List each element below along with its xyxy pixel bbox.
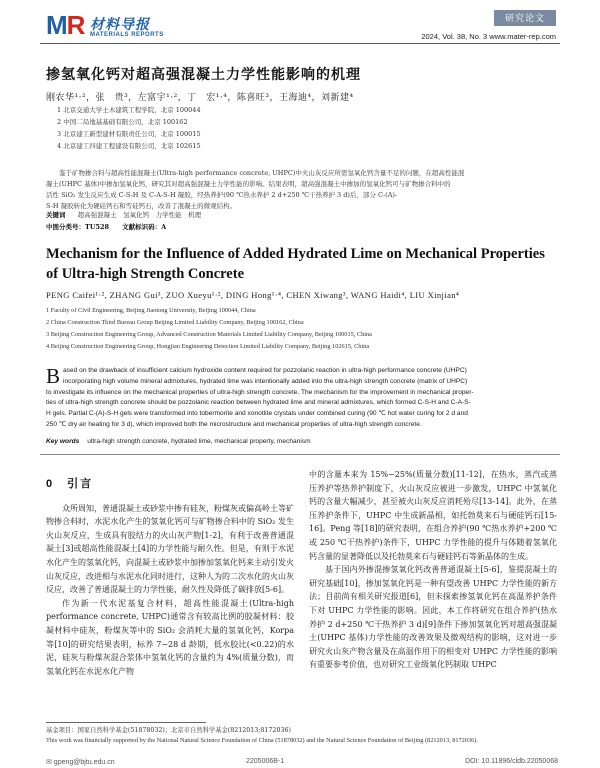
introduction-heading: 0 引言 <box>46 478 94 490</box>
english-abstract-line: H gels. Partial C-(A)-S-H gels were transformed into tobermorite and xonotlite crystals under combined curing (90 ℃ hot water curing for 2 d and <box>46 410 468 418</box>
issue-info: 2024, Vol. 38, No. 3 www.mater-rep.com <box>421 32 556 41</box>
abstract-dropcap: B <box>46 364 61 388</box>
logo-english-name: MATERIALS REPORTS <box>90 32 164 38</box>
corresponding-email-link[interactable]: ✉ gpeng@bjtu.edu.cn <box>46 759 115 766</box>
funding-en: This work was financially supported by the National Natural Science Foundation of China (51878032) and the Natural Science Foundation of Beijing (8212013, 8172036). <box>46 736 478 744</box>
chinese-keywords <box>46 210 201 219</box>
chinese-affiliations <box>57 104 201 152</box>
english-abstract-line: incorporating high volume mineral admixtures, hydrated lime was intentionally added into the ultra-high strength concrete (matrix of UHPC) <box>63 377 468 385</box>
section-divider <box>40 454 560 455</box>
chinese-abstract-line: 活性 SiO₂ 发生反应生成 C-S-H 及 C-A-S-H 凝胶，经热养护(90 ℃热水养护 2 d+250 ℃干热养护 3 d)后，部分 C-(A)- <box>46 191 398 199</box>
chinese-abstract-line: S-H 凝胶转化为硬硅钙石和雪硅钙石，改善了混凝土的微观结构。 <box>46 202 237 210</box>
body-paragraph: 众所周知，普通混凝土或砂浆中掺有硅灰，粉煤灰或偏高岭土等矿物掺合料时，水泥水化产生的氢氧化钙可与矿物掺合料中的 SiO₂ 发生火山灰反应，生成具有胶结力的火山灰产物[1-2]，有利于改善普通混凝土[3]或超高性能混凝土[4]的力学性能与耐久性。但是，有则于水泥水化产生的氢氧化钙，向混凝土或砂浆中加掺加氢氧化钙来主动引发火山灰反应，改进相与水泥水化同时进行，这种人为的二次水化的火山灰反应，改善了普通混凝土的力学性能，耐久性及降低了碳排放[5-6]。 <box>46 503 294 595</box>
english-authors: PENG Caifei¹·², ZHANG Gui³, ZUO Xueyu¹·², DING Hong¹·⁴, CHEN Xiwang³, WANG Haidi⁴, LIU Xinjian⁴ <box>46 290 460 300</box>
english-affiliation: 1 Faculty of Civil Engineering, Beijing Jiaotong University, Beijing 100044, China <box>46 307 256 314</box>
english-abstract-line: 250 ℃ dry air heating for 3 d), which improved both the microstructure and mechanical properties of ultra-high strength concrete. <box>46 420 422 428</box>
english-title: Mechanism for the Influence of Added Hydrated Lime on Mechanical Properties of Ultra-high Strength Concrete <box>46 246 545 282</box>
body-paragraph: 中的含量本来为 15%~25%(质量分数)[11-12]，在热水，蒸汽或蒸压养护等热养护制度下，火山灰反应被进一步激发，UHPC 中氢氧化钙的含量大幅减少，甚至被火山灰反应消耗殆尽[13-14]。此外，在蒸压养护条件下，UHPC 中生成新晶相，如托勃莫来石与硬硅钙石[15-16]。Peng 等[18]的研究表明，在组合养护(90 ℃热水养护+200 ℃或 250 ℃干热养护)条件下，UHPC 力学性能的提升与体随着氢氧化钙含量的显著降低以及托勃莫来石与硬硅钙石等新晶体的生成。 <box>309 470 557 561</box>
chinese-abstract <box>46 168 556 212</box>
english-abstract-line: ties of ultra-high strength concrete should be pozzolanic reaction between hydrated lime and mineral admixtures, which formed C-S-H and C-A-S- <box>46 399 471 407</box>
body-column-left <box>46 468 294 678</box>
logo-mark <box>46 10 84 41</box>
chinese-affiliation: 2 中国二局地基基础有限公司，北京 100162 <box>57 118 188 126</box>
footnote-divider <box>46 722 206 723</box>
english-keywords <box>46 438 311 445</box>
chinese-abstract-line: 鉴于矿物掺合料与超高性能混凝土(Ultra-high performance concrete, UHPC)中火山灰反应所需氢氧化钙含量不足的问题，在超高性能混 <box>46 169 465 177</box>
logo-mark-r: R <box>66 10 85 40</box>
classification-code: 中图分类号：TU528 文献标识码：A <box>46 223 167 231</box>
body-column-right <box>309 468 557 672</box>
english-keywords-label: Key words <box>46 438 80 445</box>
section-tag: 研究论文 <box>494 10 556 26</box>
logo-mark-m: M <box>46 10 67 40</box>
english-affiliations <box>46 305 372 353</box>
funding-cn: 基金项目：国家自然科学基金(51878032)；北京市自然科学基金(8212013;8172036) <box>46 727 291 734</box>
english-abstract <box>46 366 558 431</box>
chinese-keywords-text: 超高强混凝土 氢氧化钙 力学性能 机理 <box>77 211 202 219</box>
header-divider <box>40 43 560 44</box>
english-affiliation: 2 China Construction Third Bureau Group Beijing Limited Liability Company, Beijing 100162, China <box>46 319 304 326</box>
english-abstract-line: to investigate its influence on the mechanical properties of ultra-high strength concrete. The mechanism for the improvement in mechanical proper- <box>46 388 474 396</box>
english-affiliation: 4 Beijing Construction Engineering Group, Hongjian Engineering Detection Limited Liability Company, Beijing 102615, China <box>46 343 370 350</box>
chinese-title: 掺氢氧化钙对超高强混凝土力学性能影响的机理 <box>46 67 361 83</box>
english-affiliation: 3 Beijing Construction Engineering Group, Advanced Construction Materials Limited Liability Company, Beijing 100015, China <box>46 331 372 338</box>
body-paragraph: 作为新一代水泥基复合材料，超高性能混凝土(Ultra-high performance concrete, UHPC)通常含有较高比例的胶凝材料：胶凝材料中硅灰，粉煤灰等中的 SiO₂ 会消耗大量的氢氧化钙，Korpa 等[10]的研究结果表明，标养 7~28 d 龄期，低水胶比(<0.22)的水泥，硅灰与粉煤灰混合浆体中氢氧化钙的含量约为 4%(质量分数)，而氢氧化钙在水泥水化产物 <box>46 598 294 676</box>
body-paragraph: 基于国内外掺混掺氢氧化钙改善普通混凝土[5-6]，鉴提混凝土的研究基础[10]，掺加氢氧化钙是一种有望改善 UHPC 力学性能的新方法；目前尚有相关研究报道[6]，但未探索掺氢氧化钙在高温养护条件下对 UHPC 力学性能的影响。因此，本工作将研究在组合养护(热水养护 2 d+250 ℃干热养护 3 d)[9]条件下掺加氢氧化钙对超高强混凝土(UHPC 基体)力学性能的改善效果及微观结构的影响，这对进一步研究火山灰产物含量及在高温作用下的相变对 UHPC 力学性能的影响有重要参考价值，也对研究工业级氧化钙制取 UHPC <box>309 565 557 670</box>
chinese-keywords-label: 关键词 <box>46 211 66 219</box>
chinese-affiliation: 1 北京交通大学土木建筑工程学院，北京 100044 <box>57 106 201 114</box>
article-id: 2205006B-1 <box>246 758 285 765</box>
doi-link[interactable]: DOI: 10.11896/cldb.22050068 <box>465 758 558 765</box>
chinese-authors: 刚农华¹·²，张 贵³，左富宇¹·²，丁 宏¹·⁴，陈喜旺³，王海迪⁴，刘新建⁴ <box>46 93 354 103</box>
chinese-affiliation: 4 北京建工四建工程建设有限公司，北京 102615 <box>57 142 201 150</box>
english-keywords-text: ultra-high strength concrete, hydrated lime, mechanical property, mechanism <box>87 438 311 445</box>
journal-logo <box>46 10 196 40</box>
chinese-abstract-line: 凝土(UHPC 基体)中掺加氢氧化钙，研究其对超高强混凝土力学性能的影响。结果表明，超高强混凝土中掺加的氢氧化钙可与矿物掺合料中的 <box>46 180 451 188</box>
funding-footnote <box>46 726 558 745</box>
english-abstract-line: ased on the drawback of insufficient calcium hydroxide content required for pozzolanic reaction in ultra-high performance concrete (UHPC) <box>63 367 467 374</box>
chinese-affiliation: 3 北京建工新型建材有限责任公司，北京 100015 <box>57 130 201 138</box>
logo-chinese-name: 材料导报 <box>90 17 150 33</box>
